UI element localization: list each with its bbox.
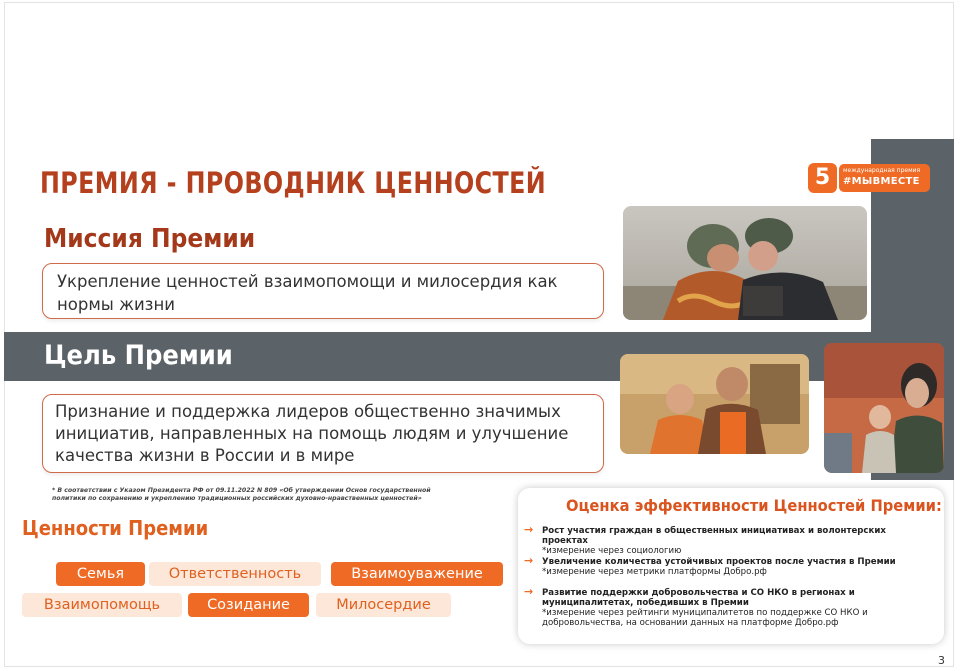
- mission-text: Укрепление ценностей взаимопомощи и милосердия как нормы жизни: [57, 272, 558, 314]
- value-chip-mercy: Милосердие: [316, 593, 451, 617]
- mission-box: [42, 263, 604, 319]
- photo-hug: [623, 206, 867, 320]
- logo-tag: [839, 164, 930, 192]
- goal-box: [42, 394, 604, 473]
- evaluation-item-note: *измерение через рейтинги муниципалитетов по поддержке СО НКО и добровольчества, на основании данных на платформе Добро.рф: [542, 608, 868, 628]
- goal-text: Признание и поддержка лидеров общественно значимых инициатив, направленных на помощь людям и улучшение качества жизни в России и в мире: [55, 402, 569, 465]
- logo-number: 5: [808, 163, 837, 193]
- photo-family-illustration: [824, 343, 944, 473]
- arrow-right-icon: →: [524, 523, 534, 536]
- evaluation-item: [524, 585, 934, 628]
- evaluation-item-note: *измерение через социологию: [542, 546, 682, 556]
- page-number: 3: [938, 654, 945, 667]
- evaluation-item-title: Рост участия граждан в общественных инициативах и волонтерских проектах: [542, 526, 886, 546]
- arrow-right-icon: →: [524, 585, 534, 598]
- evaluation-item: [524, 554, 934, 577]
- logo-hashtag: #МЫВМЕСТЕ: [843, 176, 920, 187]
- logo-small-text: международная премия: [843, 167, 921, 174]
- goal-heading: Цель Премии: [44, 340, 233, 371]
- page-title: ПРЕМИЯ - ПРОВОДНИК ЦЕННОСТЕЙ: [40, 166, 547, 200]
- arrow-right-icon: →: [524, 554, 534, 567]
- photo-hug-illustration: [623, 206, 867, 320]
- evaluation-item-note: *измерение через метрики платформы Добро.рф: [542, 567, 767, 577]
- evaluation-item: [524, 523, 934, 556]
- evaluation-item-title: Развитие поддержки добровольчества и СО НКО в регионах и муниципалитетах, победивших в Премии: [542, 588, 855, 608]
- values-heading: Ценности Премии: [22, 516, 209, 540]
- value-chip-creation: Созидание: [188, 593, 309, 617]
- mission-heading: Миссия Премии: [44, 224, 256, 254]
- photo-volunteers-illustration: [620, 354, 809, 454]
- footnote: * В соответствии с Указом Президента РФ от 09.11.2022 N 809 «Об утверждении Основ государственной политики по сохранению и укреплению традиционных российских духовно-нравственных ценностей»: [52, 487, 431, 502]
- photo-volunteers: [620, 354, 809, 454]
- evaluation-item-title: Увеличение количества устойчивых проектов после участия в Премии: [542, 557, 896, 567]
- value-chip-family: Семья: [56, 562, 145, 586]
- value-chip-responsibility: Ответственность: [149, 562, 321, 586]
- value-chip-mutual-help: Взаимопомощь: [22, 593, 182, 617]
- evaluation-title: Оценка эффективности Ценностей Премии:: [566, 496, 942, 515]
- photo-family: [824, 343, 944, 473]
- value-chip-mutual-respect: Взаимоуважение: [331, 562, 503, 586]
